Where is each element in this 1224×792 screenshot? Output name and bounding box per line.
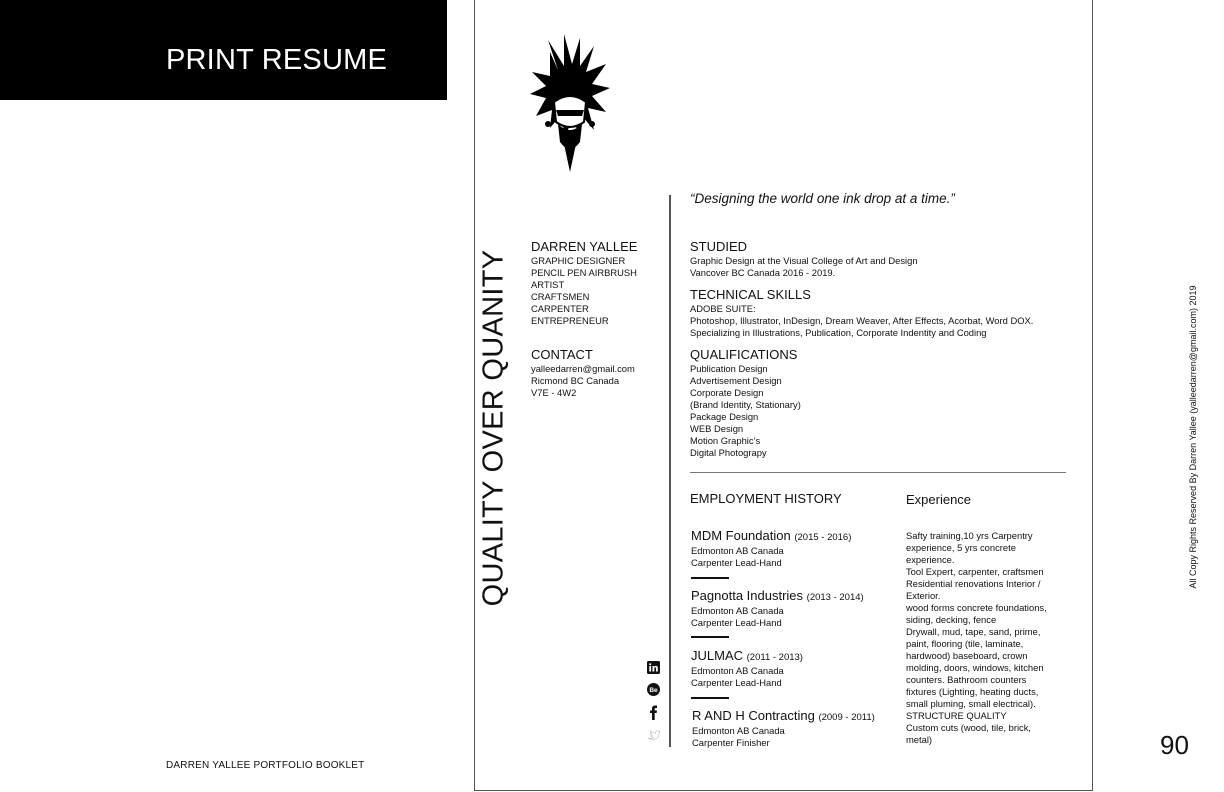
employment-heading: EMPLOYMENT HISTORY <box>690 491 842 506</box>
experience-line: wood forms concrete foundations, <box>906 602 1047 613</box>
experience-line: siding, decking, fence <box>906 614 997 625</box>
contact-details <box>531 363 635 399</box>
experience-line: experience. <box>906 554 955 565</box>
job-entry <box>691 528 851 569</box>
job-separator <box>691 636 729 638</box>
experience-line: hardwood) baseboard, crown <box>906 650 1028 661</box>
qualification-item: Package Design <box>690 411 759 422</box>
skills-heading: TECHNICAL SKILLS <box>690 287 811 302</box>
section-divider <box>690 472 1066 473</box>
job-title <box>691 588 864 605</box>
role-item: PENCIL PEN AIRBRUSH <box>531 267 637 278</box>
studied-line: Graphic Design at the Visual College of Art and Design <box>690 255 918 266</box>
role-item: GRAPHIC DESIGNER <box>531 255 626 266</box>
experience-line: STRUCTURE QUALITY <box>906 710 1007 721</box>
page-number: 90 <box>1160 730 1189 760</box>
job-role: Carpenter Finisher <box>692 737 770 748</box>
experience-heading: Experience <box>906 492 972 507</box>
qualification-item: Advertisement Design <box>690 375 782 386</box>
contact-postal: V7E - 4W2 <box>531 387 577 398</box>
header-banner <box>0 0 447 100</box>
job-separator <box>691 577 729 579</box>
experience-line: metal) <box>906 734 933 745</box>
qualification-item: WEB Design <box>690 423 744 434</box>
contact-email: yalleedarren@gmail.com <box>531 363 635 374</box>
job-title <box>692 708 875 725</box>
job-role: Carpenter Lead-Hand <box>691 677 782 688</box>
job-role: Carpenter Lead-Hand <box>691 557 782 568</box>
job-location: Edmonton AB Canada <box>691 665 784 676</box>
experience-details <box>906 530 1047 746</box>
experience-line: Tool Expert, carpenter, craftsmen <box>906 566 1044 577</box>
motto-quote: “Designing the world one ink drop at a time.” <box>690 191 955 206</box>
qualifications-heading: QUALIFICATIONS <box>690 347 798 362</box>
job-years: (2011 - 2013) <box>746 652 803 663</box>
linkedin-icon[interactable] <box>647 661 660 674</box>
skills-details <box>690 303 1033 339</box>
experience-line: molding, doors, windows, kitchen <box>906 662 1044 673</box>
experience-line: Drywall, mud, tape, sand, prime, <box>906 626 1041 637</box>
experience-line: fixtures (Lighting, heating ducts, <box>906 686 1039 697</box>
role-item: CRAFTSMEN <box>531 291 590 302</box>
job-company: Pagnotta Industries <box>691 588 804 603</box>
studied-heading: STUDIED <box>690 239 748 254</box>
job-years: (2013 - 2014) <box>806 592 864 603</box>
role-item: ARTIST <box>531 279 565 290</box>
headdress-logo-icon <box>528 32 613 177</box>
qualification-item: Publication Design <box>690 363 768 374</box>
role-item: CARPENTER <box>531 303 589 314</box>
studied-line: Vancover BC Canada 2016 - 2019. <box>690 267 836 278</box>
copyright-notice: All Copy Rights Reserved By Darren Yallee (yalleedarren@gmail.com) 2019 <box>1188 285 1198 589</box>
experience-line: experience, 5 yrs concrete <box>906 542 1016 553</box>
job-entry <box>691 588 864 629</box>
roles-list <box>531 255 637 327</box>
job-company: MDM Foundation <box>691 528 791 543</box>
job-role: Carpenter Lead-Hand <box>691 617 782 628</box>
experience-line: Safty training,10 yrs Carpentry <box>906 530 1033 541</box>
skills-line: Specializing in Illustrations, Publication, Corporate Indentity and Coding <box>690 327 987 338</box>
job-years: (2009 - 2011) <box>818 712 875 723</box>
job-entry <box>691 648 803 689</box>
qualification-item: Motion Graphic’s <box>690 435 761 446</box>
facebook-icon[interactable] <box>647 704 660 720</box>
banner-title: PRINT RESUME <box>166 44 388 76</box>
experience-line: Exterior. <box>906 590 941 601</box>
job-separator <box>691 697 729 699</box>
qualifications-list <box>690 363 801 459</box>
job-company: JULMAC <box>691 648 744 663</box>
behance-icon[interactable] <box>647 683 660 696</box>
job-location: Edmonton AB Canada <box>691 545 784 556</box>
twitter-icon[interactable] <box>647 729 660 742</box>
qualification-item: Corporate Design <box>690 387 764 398</box>
studied-details <box>690 255 918 279</box>
job-entry <box>692 708 875 749</box>
vertical-divider <box>669 195 671 747</box>
resume-name: DARREN YALLEE <box>531 239 638 254</box>
qualification-item: Digital Photograpy <box>690 447 767 458</box>
job-years: (2015 - 2016) <box>794 532 852 543</box>
contact-heading: CONTACT <box>531 347 593 362</box>
experience-line: paint, flooring (tile, laminate, <box>906 638 1024 649</box>
skills-line: ADOBE SUITE: <box>690 303 756 314</box>
contact-city: Ricmond BC Canada <box>531 375 620 386</box>
svg-text:Be: Be <box>649 686 658 694</box>
role-item: ENTREPRENEUR <box>531 315 609 326</box>
experience-line: counters. Bathroom counters <box>906 674 1027 685</box>
job-location: Edmonton AB Canada <box>691 605 784 616</box>
vertical-tagline: QUALITY OVER QUANITY <box>477 249 510 607</box>
footer-booklet-title: DARREN YALLEE PORTFOLIO BOOKLET <box>166 760 365 771</box>
job-location: Edmonton AB Canada <box>692 725 785 736</box>
job-title <box>691 528 851 545</box>
job-title <box>691 648 803 665</box>
job-company: R AND H Contracting <box>692 708 815 723</box>
qualification-item: (Brand Identity, Stationary) <box>690 399 801 410</box>
experience-line: small pluming, small electrical). <box>906 698 1036 709</box>
skills-line: Photoshop, Illustrator, InDesign, Dream Weaver, After Effects, Acorbat, Word DOX. <box>690 315 1034 326</box>
experience-line: Residential renovations Interior / <box>906 578 1041 589</box>
experience-line: Custom cuts (wood, tile, brick, <box>906 722 1032 733</box>
